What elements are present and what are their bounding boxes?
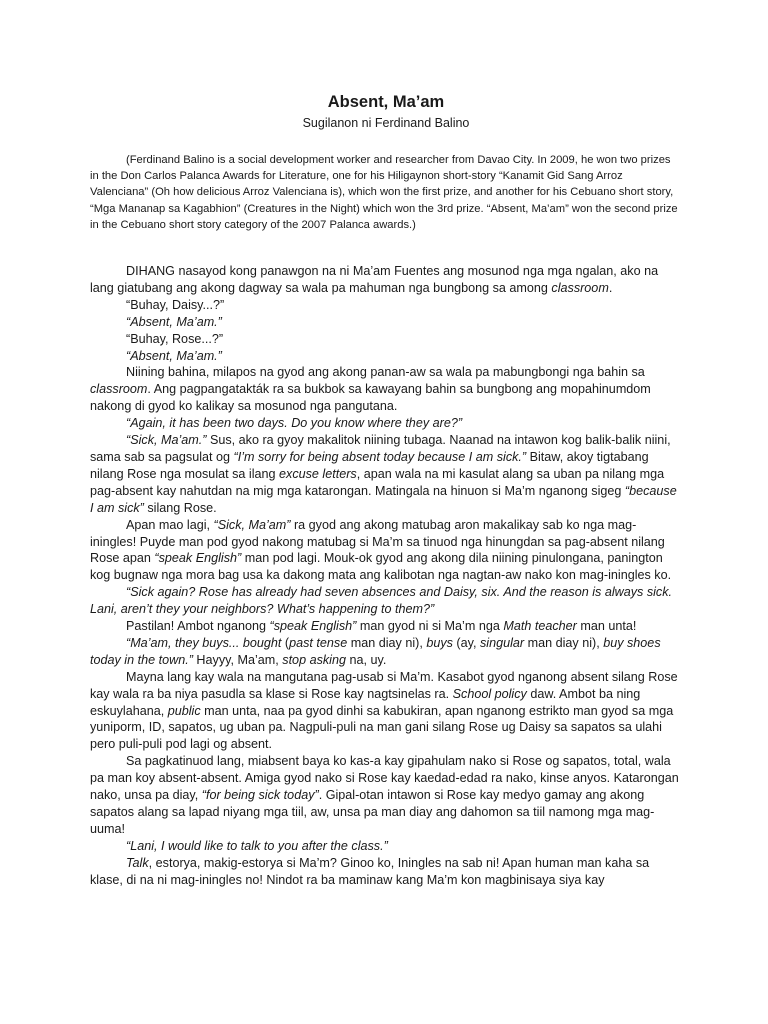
italic-run: classroom bbox=[551, 280, 609, 295]
italic-run: “Lani, I would like to talk to you after the class.” bbox=[126, 838, 388, 853]
story-paragraph bbox=[90, 838, 682, 855]
text-run: Hayyy, Ma’am, bbox=[192, 652, 283, 667]
text-run: “Buhay, Rose...?” bbox=[126, 331, 224, 346]
text-run: man diay ni), bbox=[524, 635, 604, 650]
story-body bbox=[90, 263, 682, 889]
italic-run: classroom bbox=[90, 382, 148, 397]
text-run: DIHANG nasayod kong panawgon na ni Ma’am Fuentes ang mosunod nga mga ngalan, ako na lang giatubang ang akong dagway sa wala pa mahuman nga bungbong sa among bbox=[90, 264, 659, 295]
italic-run: “Ma’am, they buys... bought bbox=[126, 635, 282, 650]
italic-run: “Sick, Ma’am.” bbox=[126, 433, 207, 448]
italic-run: “Sick again? Rose has already had seven absences and Daisy, six. And the reason is always sick. Lani, aren’t they your neighbors? What’s happening to them?” bbox=[90, 585, 673, 617]
text-run: man gyod ni si Ma’m nga bbox=[356, 619, 504, 634]
text-run: , estorya, makig-estorya si Ma’m? Ginoo ko, Iningles na sab ni! Apan human man kaha sa klase, di na ni mag-iningles no! Nindot ra ba maminaw kang Ma’m kon magbinisaya siya kay bbox=[90, 855, 650, 887]
story-paragraph bbox=[90, 517, 682, 585]
story-paragraph bbox=[90, 584, 682, 618]
document-title: Absent, Ma’am bbox=[327, 93, 445, 111]
author-note: (Ferdinand Balino is a social development worker and researcher from Davao City. In 2009, he won two prizes in the Don Carlos Palanca Awards for Literature, one for his Hiligaynon short-story “Kanamit Gid Sang Arroz Valenciana” (Oh how delicious Arroz Valenciana is), which won the first prize, and another for his Cebuano short story, “Mga Mananap sa Kagabhion” (Creatures in the Night) which won the 3rd prize. “Absent, Ma’am” won the second prize in the Cebuano short story category of the 2007 Palanca awards.) bbox=[90, 154, 678, 231]
story-paragraph bbox=[90, 618, 682, 635]
text-run: “Buhay, Daisy...?” bbox=[126, 297, 225, 312]
story-paragraph bbox=[90, 855, 682, 889]
story-paragraph bbox=[90, 364, 682, 415]
text-run: man diay ni), bbox=[347, 635, 427, 650]
italic-run: “speak English” bbox=[154, 551, 242, 566]
italic-run: “Again, it has been two days. Do you know where they are?” bbox=[126, 416, 463, 431]
story-paragraph bbox=[90, 432, 682, 517]
italic-run: Talk bbox=[126, 855, 149, 870]
document-page bbox=[90, 92, 682, 889]
text-run: , apan wala na mi kasulat alang sa uban pa nilang mga pag-absent kay nahutdan na mig mga katarongan. Matingala na hinuon si Ma’m nganong sigeg bbox=[90, 466, 665, 498]
text-run: man unta, naa pa gyod dinhi sa kabukiran, apan nganong estrikto man gyod sa mga yuniporm, ID, sapatos, ug uban pa. Nagpuli-puli na man gani silang Rose ug Daisy sa sapatos sa ulahi pero puli-puli pod lagi og absent. bbox=[90, 703, 674, 752]
italic-run: past tense bbox=[289, 635, 348, 650]
story-paragraph bbox=[90, 331, 682, 348]
text-run: (ay, bbox=[452, 635, 480, 650]
document-subtitle: Sugilanon ni Ferdinand Balino bbox=[302, 116, 470, 130]
text-run: Apan mao lagi, bbox=[126, 517, 214, 532]
text-run: Sus, ako ra gyoy makalitok niining tubaga. Naanad na intawon kog balik-balik niini, sama sab sa pagsulat og bbox=[90, 433, 671, 464]
italic-run: singular bbox=[480, 635, 525, 650]
italic-run: “for being sick today” bbox=[201, 788, 319, 803]
text-run: ra gyod ang akong matubag aron makalikay sab ko nga mag-iningles! Puyde man pod gyod nakong matubag si Ma’m sa tinuod nga hinungdan sa pag-absent nilang Rose apan bbox=[90, 517, 665, 566]
italic-run: public bbox=[167, 703, 201, 718]
text-run: Sa pagkatinuod lang, miabsent baya ko kas-a kay gipahulam nako si Rose og sapatos, total, wala pa man koy absent-absent. Amiga gyod nako si Rose kay kaedad-edad ra nako, kinse anyos. Katarongan nako, unsa pa diay, bbox=[90, 754, 679, 803]
italic-run: stop asking bbox=[282, 652, 346, 667]
italic-run: excuse letters bbox=[279, 466, 357, 481]
text-run: Mayna lang kay wala na mangutana pag-usab si Ma’m. Kasabot gyod nganong absent silang Rose kay wala ra ba niya pasudla sa klase si Rose kay nagtsinelas ra. bbox=[90, 669, 678, 701]
story-paragraph bbox=[90, 415, 682, 432]
italic-run: “I’m sorry for being absent today because I am sick.” bbox=[233, 449, 527, 464]
italic-run: buy shoes today in the town.” bbox=[90, 635, 661, 667]
text-run: . bbox=[608, 280, 613, 295]
italic-run: School policy bbox=[452, 686, 527, 701]
italic-run: Math teacher bbox=[503, 619, 577, 634]
italic-run: “Absent, Ma’am.” bbox=[126, 348, 222, 363]
italic-run: “Sick, Ma’am” bbox=[213, 517, 291, 532]
italic-run: “speak English” bbox=[269, 619, 357, 634]
text-run: Niining bahina, milapos na gyod ang akong panan-aw sa wala pa mabungbongi nga bahin sa bbox=[126, 365, 645, 380]
story-paragraph bbox=[90, 314, 682, 331]
text-run: man pod lagi. Mouk-ok gyod ang akong dila niining pinulongana, panington kog bugnaw nga mora bag usa ka dakong mata ang kalibotan nga nagtan-aw nako kon mag-iningles ko. bbox=[90, 551, 672, 583]
story-paragraph bbox=[90, 297, 682, 314]
text-run: ( bbox=[281, 635, 290, 650]
text-run: na, uy. bbox=[345, 652, 387, 667]
story-paragraph bbox=[90, 348, 682, 365]
text-run: silang Rose. bbox=[143, 500, 217, 515]
story-paragraph bbox=[90, 753, 682, 838]
text-run: Bitaw, akoy tigtabang nilang Rose nga mosulat sa ilang bbox=[90, 449, 649, 481]
text-run: . Ang pagpangatakták ra sa bukbok sa kawayang bahin sa bungbong ang mopahinumdom nakong di gyod ko kalikay sa mosunod nga pangutana. bbox=[90, 382, 651, 414]
text-run: . Gipal-otan intawon si Rose kay medyo gamay ang akong sapatos alang sa lapad niyang mga tiil, aw, unsa pa man diay ang dahomon sa tiil namong mga mag-uuma! bbox=[90, 788, 655, 836]
story-paragraph bbox=[90, 635, 682, 669]
story-paragraph bbox=[90, 669, 682, 754]
story-paragraph bbox=[90, 263, 682, 297]
italic-run: “Absent, Ma’am.” bbox=[126, 314, 222, 329]
italic-run: “because I am sick” bbox=[90, 483, 677, 515]
text-run: daw. Ambot ba ning eskuylahana, bbox=[90, 686, 641, 718]
text-run: Pastilan! Ambot nganong bbox=[126, 619, 270, 634]
text-run: man unta! bbox=[576, 619, 637, 634]
italic-run: buys bbox=[426, 635, 453, 650]
